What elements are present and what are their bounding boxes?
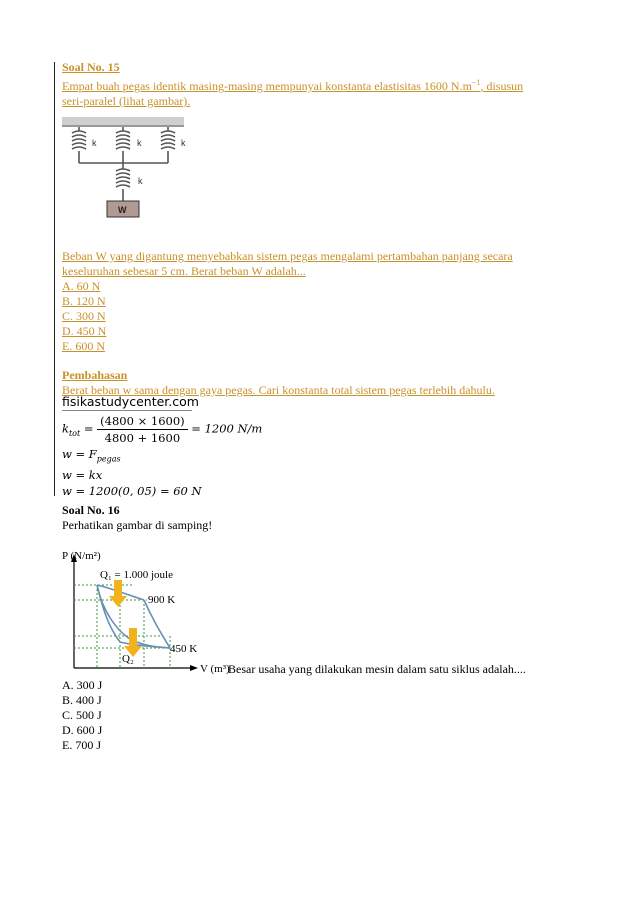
q2-label: Q₂ bbox=[122, 653, 134, 665]
carnot-pv-diagram bbox=[62, 550, 242, 675]
soal-16-option: A. 300 J bbox=[62, 678, 103, 692]
spring-label: k bbox=[138, 176, 143, 186]
soal-16-option: E. 700 J bbox=[62, 738, 101, 752]
pembahasan-title: Pembahasan bbox=[62, 368, 128, 382]
soal-16-question: Besar usaha yang dilakukan mesin dalam satu siklus adalah.... bbox=[228, 662, 526, 676]
parallel-springs bbox=[72, 127, 175, 201]
q1-label: Q₁ = 1.000 joule bbox=[100, 569, 173, 581]
ktot-equation: $k_{tot}$ = $\frac{(4800 \times 1600)}{4800 + 1600}$ = 1200 N/m bbox=[62, 414, 263, 445]
site-watermark: fisikastudycenter.com bbox=[62, 394, 199, 409]
soal-15-option: C. 300 N bbox=[62, 309, 106, 323]
soal-15-option: D. 450 N bbox=[62, 324, 107, 338]
force-equation: $w = F_{pegas}$ bbox=[62, 447, 121, 464]
weight-label: W bbox=[118, 205, 127, 215]
soal-16-option: C. 500 J bbox=[62, 708, 102, 722]
result-equation: w = 1200(0, 05) = 60 N bbox=[62, 484, 202, 499]
high-temp-label: 900 K bbox=[148, 594, 176, 606]
solution-calculation bbox=[62, 394, 362, 499]
soal-15-statement: Empat buah pegas identik masing-masing mempunyai konstanta elastisitas 1600 $N.m^{-1}$, disusun seri-paralel (lihat gambar). bbox=[62, 78, 524, 108]
low-temp-label: 450 K bbox=[170, 643, 198, 655]
spring-system-figure bbox=[62, 117, 187, 225]
left-margin-rule bbox=[54, 62, 55, 496]
soal-15-question: Beban W yang digantung menyebabkan sistem pegas mengalami pertambahan panjang secara keseluruhan sebesar 5 cm. Berat beban W adalah... bbox=[62, 249, 513, 278]
soal-15-option: E. 600 N bbox=[62, 339, 105, 353]
spring-label: k bbox=[137, 138, 142, 148]
soal-16-option: B. 400 J bbox=[62, 693, 102, 707]
pembahasan-text: Berat beban w sama dengan gaya pegas. Cari konstanta total sistem pegas terlebih dahulu. bbox=[62, 383, 495, 397]
spring-label: k bbox=[92, 138, 97, 148]
soal-16-block bbox=[62, 503, 582, 533]
spring-label: k bbox=[181, 138, 186, 148]
adiabat-expansion bbox=[144, 600, 170, 648]
soal-16-intro: Perhatikan gambar di samping! bbox=[62, 518, 213, 532]
soal-16-options bbox=[62, 678, 102, 753]
soal-15-block bbox=[62, 60, 572, 398]
soal-16-title: Soal No. 16 bbox=[62, 503, 120, 517]
y-axis-label: P (N/m²) bbox=[62, 550, 101, 562]
soal-15-title: Soal No. 15 bbox=[62, 60, 120, 74]
soal-16-option: D. 600 J bbox=[62, 723, 103, 737]
x-axis-label: V (m³) bbox=[200, 663, 230, 675]
soal-15-option: A. 60 N bbox=[62, 279, 101, 293]
soal-15-option: B. 120 N bbox=[62, 294, 106, 308]
hooke-equation: w = kx bbox=[62, 468, 103, 483]
